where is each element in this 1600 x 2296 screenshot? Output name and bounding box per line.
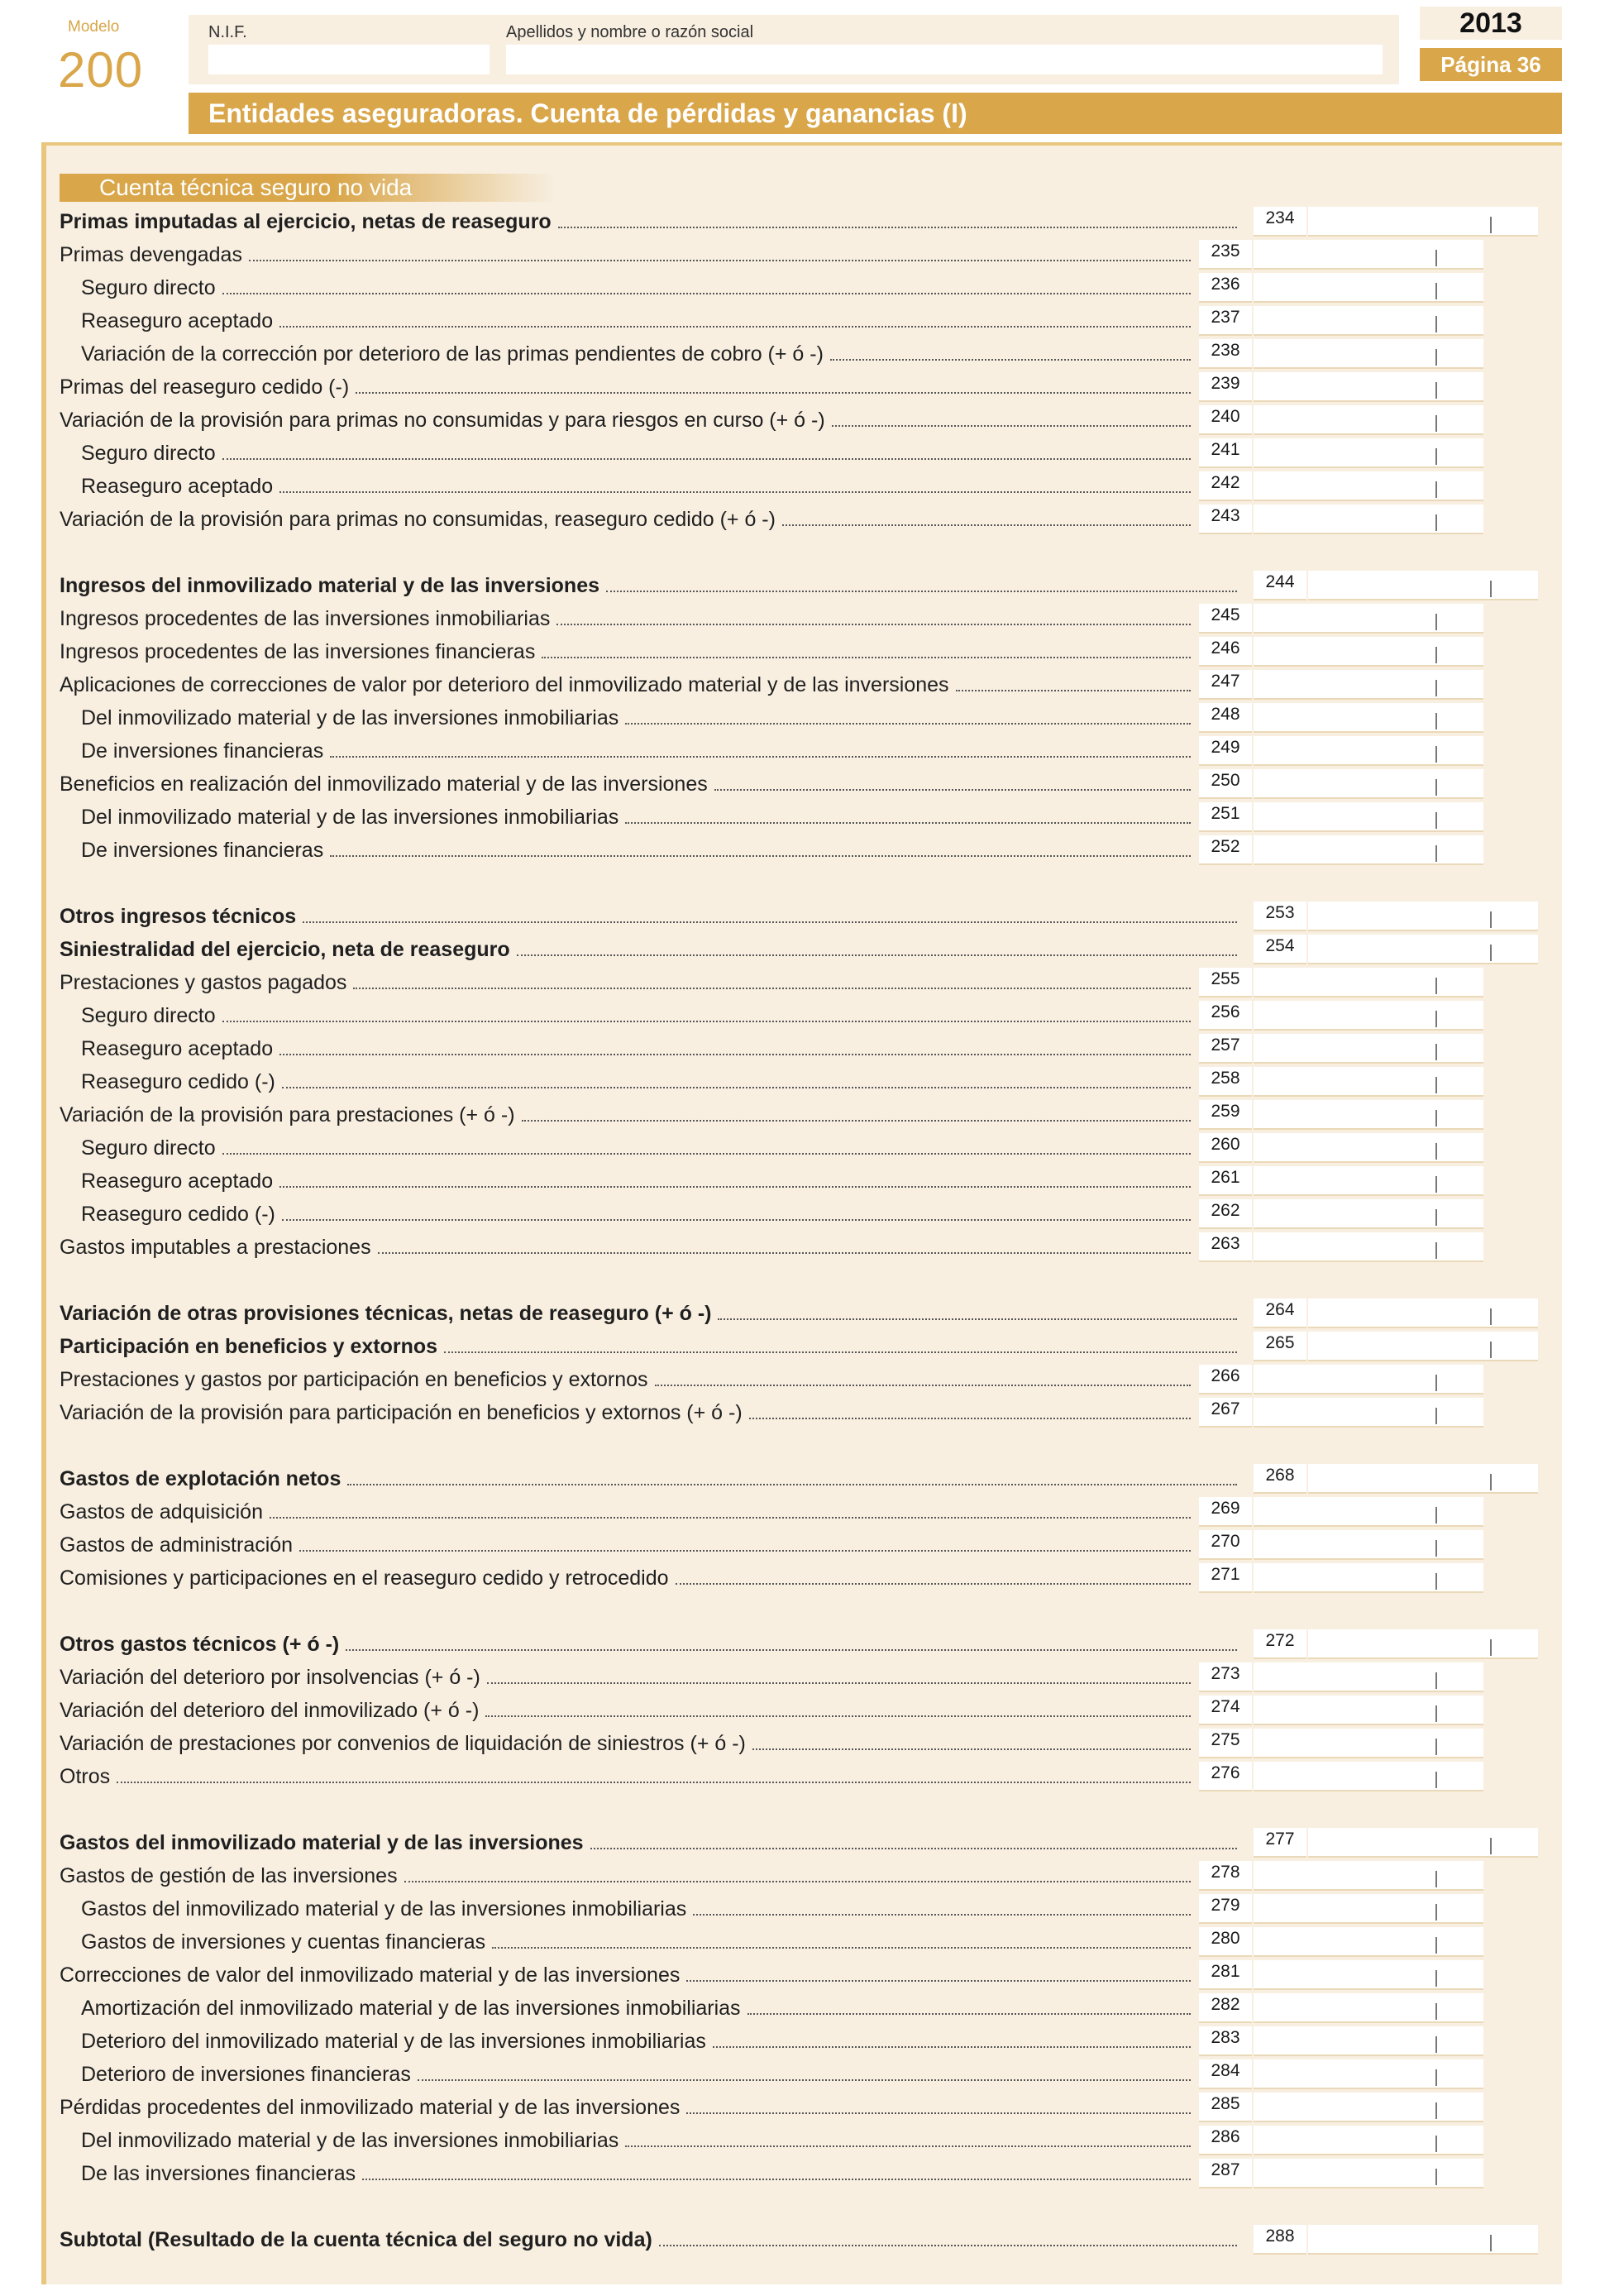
form-row xyxy=(60,637,1548,667)
form-row xyxy=(60,1100,1548,1130)
amount-input-258[interactable] xyxy=(1254,1067,1483,1097)
form-row xyxy=(60,1629,1548,1659)
amount-input-254[interactable] xyxy=(1308,935,1538,964)
row-label: Amortización del inmovilizado material y de las inversiones inmobiliarias xyxy=(81,1997,741,2020)
year-badge: 2013 xyxy=(1420,7,1562,40)
leader-dots xyxy=(556,624,1191,625)
amount-input-277[interactable] xyxy=(1308,1828,1538,1858)
form-row xyxy=(60,505,1548,534)
form-row xyxy=(60,1563,1548,1593)
box-code: 261 xyxy=(1199,1166,1252,1196)
row-label: Gastos del inmovilizado material y de las inversiones inmobiliarias xyxy=(81,1897,687,1921)
form-row xyxy=(60,273,1548,303)
box-code: 281 xyxy=(1199,1960,1252,1990)
leader-dots xyxy=(956,690,1191,691)
form-row xyxy=(60,1729,1548,1758)
box-code: 272 xyxy=(1254,1629,1306,1659)
row-label: Seguro directo xyxy=(81,1136,216,1160)
form-row xyxy=(60,1133,1548,1163)
box-code: 267 xyxy=(1199,1398,1252,1428)
row-label: De inversiones financieras xyxy=(81,739,324,763)
amount-input-253[interactable] xyxy=(1308,902,1538,931)
leader-dots xyxy=(625,723,1191,725)
row-label: Otros gastos técnicos (+ ó -) xyxy=(60,1633,340,1656)
box-code: 259 xyxy=(1199,1100,1252,1130)
row-label: Variación de prestaciones por convenios de liquidación de siniestros (+ ó -) xyxy=(60,1732,746,1755)
row-label: Del inmovilizado material y de las inversiones inmobiliarias xyxy=(81,2129,619,2152)
leader-dots xyxy=(279,491,1191,493)
amount-input-259[interactable] xyxy=(1254,1100,1483,1130)
leader-dots xyxy=(222,1021,1191,1022)
form-row xyxy=(60,1762,1548,1791)
amount-input-267[interactable] xyxy=(1254,1398,1483,1428)
row-label: Aplicaciones de correcciones de valor por deterioro del inmovilizado material y de las inversiones xyxy=(60,673,949,696)
taxpayer-id-box xyxy=(189,15,1399,84)
form-row xyxy=(60,207,1548,237)
form-row xyxy=(60,736,1548,766)
form-row xyxy=(60,1034,1548,1064)
row-label: Deterioro del inmovilizado material y de las inversiones inmobiliarias xyxy=(81,2030,706,2053)
box-code: 285 xyxy=(1199,2093,1252,2122)
row-label: Variación de la provisión para participación en beneficios y extornos (+ ó -) xyxy=(60,1401,743,1424)
box-code: 240 xyxy=(1199,405,1252,435)
box-code: 263 xyxy=(1199,1232,1252,1262)
amount-input-281[interactable] xyxy=(1254,1960,1483,1990)
leader-dots xyxy=(832,425,1191,427)
row-label: De inversiones financieras xyxy=(81,839,324,862)
box-code: 286 xyxy=(1199,2126,1252,2155)
form-row xyxy=(60,2225,1548,2255)
name-label: Apellidos y nombre o razón social xyxy=(506,23,754,41)
amount-input-276[interactable] xyxy=(1254,1762,1483,1791)
leader-dots xyxy=(222,1153,1191,1155)
form-row xyxy=(60,1464,1548,1494)
form-row xyxy=(60,2159,1548,2188)
form-row xyxy=(60,1662,1548,1692)
row-label: Prestaciones y gastos por participación en beneficios y extornos xyxy=(60,1368,648,1391)
box-code: 238 xyxy=(1199,339,1252,369)
form-row xyxy=(60,1993,1548,2023)
form-row xyxy=(60,1398,1548,1428)
form-row xyxy=(60,835,1548,865)
row-label: Variación del deterioro del inmovilizado (+ ó -) xyxy=(60,1699,480,1722)
leader-dots xyxy=(270,1517,1191,1519)
nif-label: N.I.F. xyxy=(208,23,247,41)
leader-dots xyxy=(249,260,1191,261)
box-code: 277 xyxy=(1254,1828,1306,1858)
box-code: 264 xyxy=(1254,1299,1306,1328)
row-label: Subtotal (Resultado de la cuenta técnica del seguro no vida) xyxy=(60,2228,652,2251)
amount-input-248[interactable] xyxy=(1254,703,1483,733)
amount-input-238[interactable] xyxy=(1254,339,1483,369)
amount-input-237[interactable] xyxy=(1254,306,1483,336)
leader-dots xyxy=(330,756,1191,758)
form-row xyxy=(60,1332,1548,1361)
row-label: Beneficios en realización del inmovilizado material y de las inversiones xyxy=(60,773,708,796)
box-code: 248 xyxy=(1199,703,1252,733)
leader-dots xyxy=(378,1252,1191,1254)
row-label: De las inversiones financieras xyxy=(81,2162,356,2185)
leader-dots xyxy=(353,988,1191,989)
section-title: Cuenta técnica seguro no vida xyxy=(60,174,556,202)
box-code: 273 xyxy=(1199,1662,1252,1692)
amount-input-263[interactable] xyxy=(1254,1232,1483,1262)
row-label: Gastos de adquisición xyxy=(60,1500,263,1523)
form-row xyxy=(60,1365,1548,1394)
box-code: 256 xyxy=(1199,1001,1252,1031)
amount-input-256[interactable] xyxy=(1254,1001,1483,1031)
box-code: 249 xyxy=(1199,736,1252,766)
row-label: Gastos imputables a prestaciones xyxy=(60,1236,371,1259)
amount-input-275[interactable] xyxy=(1254,1729,1483,1758)
amount-input-250[interactable] xyxy=(1254,769,1483,799)
box-code: 234 xyxy=(1254,207,1306,237)
box-code: 243 xyxy=(1199,505,1252,534)
row-label: Reaseguro cedido (-) xyxy=(81,1203,275,1226)
row-label: Gastos de inversiones y cuentas financieras xyxy=(81,1930,486,1954)
amount-input-255[interactable] xyxy=(1254,968,1483,997)
box-code: 284 xyxy=(1199,2059,1252,2089)
box-code: 255 xyxy=(1199,968,1252,997)
leader-dots xyxy=(625,2145,1191,2147)
row-label: Variación de la provisión para primas no consumidas, reaseguro cedido (+ ó -) xyxy=(60,508,776,531)
leader-dots xyxy=(282,1219,1191,1221)
form-row xyxy=(60,405,1548,435)
amount-input-234[interactable] xyxy=(1308,207,1538,237)
leader-dots xyxy=(444,1351,1237,1353)
amount-input-261[interactable] xyxy=(1254,1166,1483,1196)
box-code: 270 xyxy=(1199,1530,1252,1560)
leader-dots xyxy=(747,2013,1191,2015)
box-code: 245 xyxy=(1199,604,1252,634)
box-code: 235 xyxy=(1199,240,1252,270)
leader-dots xyxy=(299,1550,1191,1552)
form-row xyxy=(60,339,1548,369)
amount-input-279[interactable] xyxy=(1254,1894,1483,1924)
form-row xyxy=(60,769,1548,799)
amount-input-243[interactable] xyxy=(1254,505,1483,534)
row-label: Deterioro de inversiones financieras xyxy=(81,2063,411,2086)
leader-dots xyxy=(830,359,1191,361)
amount-input-252[interactable] xyxy=(1254,835,1483,865)
row-label: Del inmovilizado material y de las inversiones inmobiliarias xyxy=(81,806,619,829)
row-label: Siniestralidad del ejercicio, neta de reaseguro xyxy=(60,938,510,961)
box-code: 242 xyxy=(1199,471,1252,501)
amount-input-285[interactable] xyxy=(1254,2093,1483,2122)
leader-dots xyxy=(749,1418,1191,1419)
amount-input-242[interactable] xyxy=(1254,471,1483,501)
box-code: 247 xyxy=(1199,670,1252,700)
amount-input-265[interactable] xyxy=(1308,1332,1538,1361)
row-label: Reaseguro aceptado xyxy=(81,1037,274,1060)
box-code: 252 xyxy=(1199,835,1252,865)
leader-dots xyxy=(686,2112,1191,2114)
leader-dots xyxy=(713,2046,1191,2048)
form-row xyxy=(60,1530,1548,1560)
row-label: Gastos de gestión de las inversiones xyxy=(60,1864,398,1887)
form-row xyxy=(60,935,1548,964)
leader-dots xyxy=(782,524,1191,526)
form-row xyxy=(60,1001,1548,1031)
form-row xyxy=(60,1497,1548,1527)
row-label: Participación en beneficios y extornos xyxy=(60,1335,438,1358)
form-row xyxy=(60,802,1548,832)
leader-dots xyxy=(282,1087,1191,1088)
box-code: 268 xyxy=(1254,1464,1306,1494)
amount-input-280[interactable] xyxy=(1254,1927,1483,1957)
row-label: Pérdidas procedentes del inmovilizado material y de las inversiones xyxy=(60,2096,681,2119)
box-code: 246 xyxy=(1199,637,1252,667)
modelo-number: 200 xyxy=(58,42,144,98)
form-row xyxy=(60,1696,1548,1725)
form-row xyxy=(60,1861,1548,1891)
box-code: 254 xyxy=(1254,935,1306,964)
form-row xyxy=(60,2026,1548,2056)
box-code: 269 xyxy=(1199,1497,1252,1527)
box-code: 250 xyxy=(1199,769,1252,799)
leader-dots xyxy=(485,1715,1191,1717)
page-title: Entidades aseguradoras. Cuenta de pérdidas y ganancias (I) xyxy=(189,93,1562,134)
row-label: Comisiones y participaciones en el reaseguro cedido y retrocedido xyxy=(60,1567,669,1590)
leader-dots xyxy=(279,1054,1191,1055)
box-code: 283 xyxy=(1199,2026,1252,2056)
box-code: 260 xyxy=(1199,1133,1252,1163)
amount-input-268[interactable] xyxy=(1308,1464,1538,1494)
row-label: Reaseguro aceptado xyxy=(81,475,274,498)
amount-input-236[interactable] xyxy=(1254,273,1483,303)
amount-input-266[interactable] xyxy=(1254,1365,1483,1394)
leader-dots xyxy=(362,2179,1191,2180)
amount-input-286[interactable] xyxy=(1254,2126,1483,2155)
amount-input-264[interactable] xyxy=(1308,1299,1538,1328)
amount-input-262[interactable] xyxy=(1254,1199,1483,1229)
amount-input-282[interactable] xyxy=(1254,1993,1483,2023)
leader-dots xyxy=(625,822,1191,824)
form-row xyxy=(60,1199,1548,1229)
amount-input-251[interactable] xyxy=(1254,802,1483,832)
leader-dots xyxy=(542,657,1191,658)
box-code: 275 xyxy=(1199,1729,1252,1758)
amount-input-260[interactable] xyxy=(1254,1133,1483,1163)
form-row xyxy=(60,670,1548,700)
form-row xyxy=(60,438,1548,468)
amount-input-246[interactable] xyxy=(1254,637,1483,667)
form-row xyxy=(60,240,1548,270)
modelo-label: Modelo xyxy=(68,18,120,36)
form-row xyxy=(60,1960,1548,1990)
row-label: Reaseguro aceptado xyxy=(81,309,274,332)
box-code: 282 xyxy=(1199,1993,1252,2023)
box-code: 236 xyxy=(1199,273,1252,303)
name-input[interactable] xyxy=(506,45,1383,74)
amount-input-249[interactable] xyxy=(1254,736,1483,766)
box-code: 278 xyxy=(1199,1861,1252,1891)
row-label: Correcciones de valor del inmovilizado material y de las inversiones xyxy=(60,1964,681,1987)
form-row xyxy=(60,1299,1548,1328)
amount-input-273[interactable] xyxy=(1254,1662,1483,1692)
amount-input-257[interactable] xyxy=(1254,1034,1483,1064)
leader-dots xyxy=(330,855,1191,857)
row-label: Ingresos del inmovilizado material y de las inversiones xyxy=(60,574,600,597)
box-code: 280 xyxy=(1199,1927,1252,1957)
row-label: Gastos del inmovilizado material y de las inversiones xyxy=(60,1831,584,1854)
box-code: 241 xyxy=(1199,438,1252,468)
row-label: Seguro directo xyxy=(81,1004,216,1027)
box-code: 276 xyxy=(1199,1762,1252,1791)
form-row xyxy=(60,2126,1548,2155)
leader-dots xyxy=(279,1186,1191,1188)
leader-dots xyxy=(686,1980,1191,1982)
amount-input-241[interactable] xyxy=(1254,438,1483,468)
form-row xyxy=(60,2059,1548,2089)
form-row xyxy=(60,1067,1548,1097)
box-code: 271 xyxy=(1199,1563,1252,1593)
box-code: 251 xyxy=(1199,802,1252,832)
amount-input-283[interactable] xyxy=(1254,2026,1483,2056)
row-label: Seguro directo xyxy=(81,442,216,465)
leader-dots xyxy=(517,954,1237,956)
form-row xyxy=(60,1927,1548,1957)
amount-input-287[interactable] xyxy=(1254,2159,1483,2188)
leader-dots xyxy=(347,1484,1237,1485)
row-label: Ingresos procedentes de las inversiones financieras xyxy=(60,640,536,663)
row-label: Gastos de explotación netos xyxy=(60,1467,341,1490)
row-label: Reaseguro aceptado xyxy=(81,1170,274,1193)
row-label: Ingresos procedentes de las inversiones inmobiliarias xyxy=(60,607,551,630)
form-row xyxy=(60,471,1548,501)
leader-dots xyxy=(558,227,1237,228)
box-code: 244 xyxy=(1254,571,1306,600)
form-row xyxy=(60,703,1548,733)
row-label: Del inmovilizado material y de las inversiones inmobiliarias xyxy=(81,706,619,729)
form-row xyxy=(60,1232,1548,1262)
row-label: Variación de la provisión para prestaciones (+ ó -) xyxy=(60,1103,515,1126)
form-row xyxy=(60,571,1548,600)
leader-dots xyxy=(659,2245,1237,2246)
amount-input-271[interactable] xyxy=(1254,1563,1483,1593)
leader-dots xyxy=(655,1385,1192,1386)
box-code: 262 xyxy=(1199,1199,1252,1229)
leader-dots xyxy=(590,1848,1237,1849)
leader-dots xyxy=(492,1947,1191,1949)
amount-input-288[interactable] xyxy=(1308,2225,1538,2255)
form-row xyxy=(60,372,1548,402)
box-code: 253 xyxy=(1254,902,1306,931)
box-code: 265 xyxy=(1254,1332,1306,1361)
amount-input-239[interactable] xyxy=(1254,372,1483,402)
form-row xyxy=(60,306,1548,336)
box-code: 288 xyxy=(1254,2225,1306,2255)
leader-dots xyxy=(346,1649,1237,1651)
box-code: 258 xyxy=(1199,1067,1252,1097)
row-label: Variación de otras provisiones técnicas, netas de reaseguro (+ ó -) xyxy=(60,1302,712,1325)
leader-dots xyxy=(752,1748,1191,1750)
nif-input[interactable] xyxy=(208,45,490,74)
leader-dots xyxy=(487,1682,1191,1684)
leader-dots xyxy=(418,2079,1191,2081)
form-row xyxy=(60,1894,1548,1924)
box-code: 239 xyxy=(1199,372,1252,402)
leader-dots xyxy=(117,1782,1191,1783)
row-label: Variación del deterioro por insolvencias (+ ó -) xyxy=(60,1666,480,1689)
row-label: Reaseguro cedido (-) xyxy=(81,1070,275,1093)
leader-dots xyxy=(676,1583,1191,1585)
row-label: Gastos de administración xyxy=(60,1533,294,1557)
row-label: Primas imputadas al ejercicio, netas de reaseguro xyxy=(60,210,552,233)
amount-input-235[interactable] xyxy=(1254,240,1483,270)
amount-input-240[interactable] xyxy=(1254,405,1483,435)
page-number-badge: Página 36 xyxy=(1420,48,1562,81)
form-row xyxy=(60,1166,1548,1196)
amount-input-270[interactable] xyxy=(1254,1530,1483,1560)
box-code: 257 xyxy=(1199,1034,1252,1064)
amount-input-269[interactable] xyxy=(1254,1497,1483,1527)
leader-dots xyxy=(356,392,1191,394)
box-code: 266 xyxy=(1199,1365,1252,1394)
leader-dots xyxy=(714,789,1191,791)
amount-input-278[interactable] xyxy=(1254,1861,1483,1891)
box-code: 287 xyxy=(1199,2159,1252,2188)
leader-dots xyxy=(279,326,1191,328)
row-label: Otros xyxy=(60,1765,111,1788)
row-label: Variación de la provisión para primas no consumidas y para riesgos en curso (+ ó -) xyxy=(60,409,825,432)
amount-input-244[interactable] xyxy=(1308,571,1538,600)
leader-dots xyxy=(606,591,1237,592)
amount-input-247[interactable] xyxy=(1254,670,1483,700)
row-label: Seguro directo xyxy=(81,276,216,299)
form-row xyxy=(60,902,1548,931)
leader-dots xyxy=(693,1914,1191,1916)
amount-input-272[interactable] xyxy=(1308,1629,1538,1659)
leader-dots xyxy=(718,1318,1237,1320)
row-label: Otros ingresos técnicos xyxy=(60,905,297,928)
row-label: Prestaciones y gastos pagados xyxy=(60,971,347,994)
box-code: 279 xyxy=(1199,1894,1252,1924)
row-label: Primas del reaseguro cedido (-) xyxy=(60,375,350,399)
box-code: 274 xyxy=(1199,1696,1252,1725)
leader-dots xyxy=(222,293,1191,294)
amount-input-284[interactable] xyxy=(1254,2059,1483,2089)
leader-dots xyxy=(522,1120,1191,1122)
form-row xyxy=(60,1828,1548,1858)
amount-input-274[interactable] xyxy=(1254,1696,1483,1725)
amount-input-245[interactable] xyxy=(1254,604,1483,634)
leader-dots xyxy=(303,921,1237,923)
box-code: 237 xyxy=(1199,306,1252,336)
row-label: Variación de la corrección por deterioro de las primas pendientes de cobro (+ ó -) xyxy=(81,342,824,366)
leader-dots xyxy=(404,1881,1191,1882)
form-row xyxy=(60,2093,1548,2122)
form-row xyxy=(60,604,1548,634)
form-row xyxy=(60,968,1548,997)
leader-dots xyxy=(222,458,1191,460)
row-label: Primas devengadas xyxy=(60,243,242,266)
